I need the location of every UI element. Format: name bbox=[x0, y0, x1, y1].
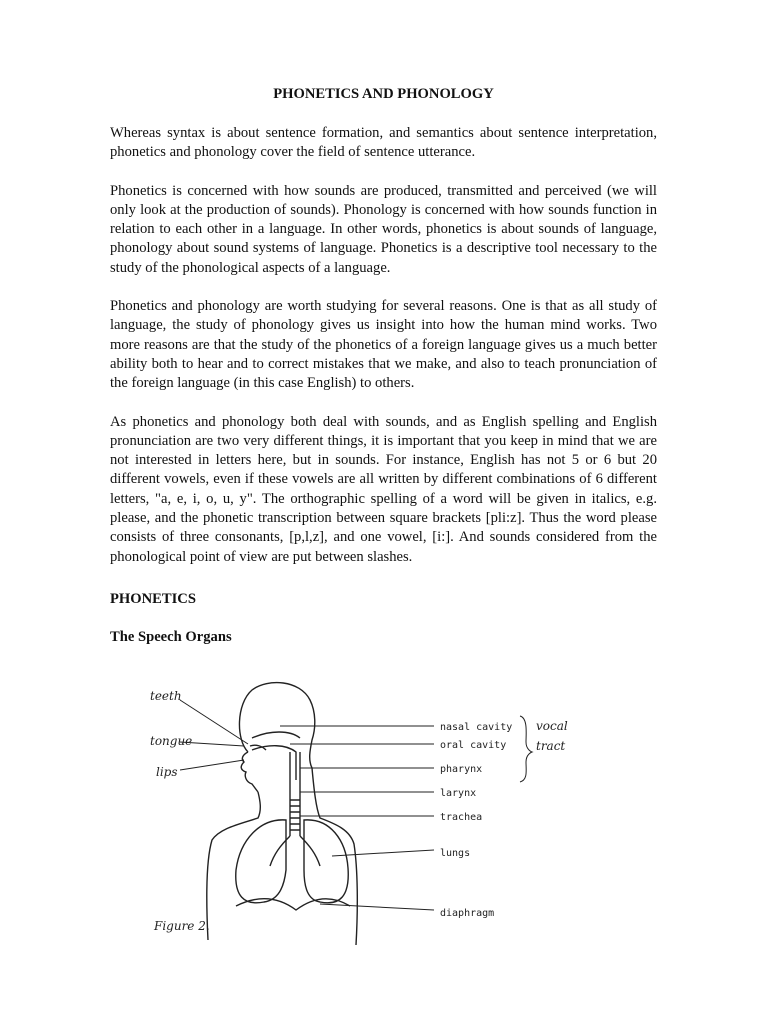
left-lung bbox=[236, 820, 286, 903]
label-trachea: trachea bbox=[440, 812, 483, 823]
label-tract: tract bbox=[536, 739, 566, 753]
label-lips: lips bbox=[156, 765, 178, 779]
trachea-rings bbox=[290, 800, 300, 830]
nasal-cavity-curve bbox=[252, 732, 300, 738]
lips-pointer bbox=[180, 760, 244, 770]
label-lungs: lungs bbox=[440, 848, 471, 859]
lungs-pointer bbox=[332, 850, 434, 856]
left-bronchus bbox=[270, 836, 290, 866]
label-oral-cavity: oral cavity bbox=[440, 740, 507, 751]
speech-organs-figure bbox=[140, 660, 580, 950]
document-title: PHONETICS AND PHONOLOGY bbox=[273, 86, 494, 102]
label-teeth: teeth bbox=[150, 689, 182, 703]
face-profile bbox=[241, 752, 258, 792]
speech-organs-diagram bbox=[140, 660, 580, 950]
left-shoulder bbox=[207, 792, 261, 940]
right-bronchus bbox=[300, 836, 320, 866]
subheading-speech-organs: The Speech Organs bbox=[110, 628, 232, 645]
label-diaphragm: diaphragm bbox=[440, 908, 495, 919]
diaphragm-pointer bbox=[320, 904, 434, 910]
paragraph-phonetics-definition: Phonetics is concerned with how sounds are produced, transmitted and perceived (we will only look at the production of sounds). Phonology is concerned with how sounds function in relation to each other in a language. In other words, phonetics is about sounds of language, phonology about sound systems of language. Phonetics is a descriptive tool necessary to the study of the phonological aspects of a language. bbox=[110, 182, 657, 276]
label-nasal-cavity: nasal cavity bbox=[440, 722, 513, 733]
document-page bbox=[110, 84, 657, 647]
vocal-tract-bracket bbox=[520, 716, 532, 782]
label-larynx: larynx bbox=[440, 788, 477, 799]
right-shoulder bbox=[312, 768, 357, 945]
label-tongue: tongue bbox=[150, 734, 193, 748]
paragraph-intro: Whereas syntax is about sentence formation, and semantics about sentence interpretation, phonetics and phonology cover the field of sentence utterance. bbox=[110, 125, 657, 161]
paragraph-reasons: Phonetics and phonology are worth studying for several reasons. One is that as all study of language, the study of phonology gives us insight into how the human mind works. Two more reasons are that the study of the phonetics of a foreign language gives us a much better ability both to hear and to correct mistakes that we make, and also to teach pronunciation of the foreign language (in this case English) to others. bbox=[110, 298, 657, 392]
label-pharynx: pharynx bbox=[440, 764, 483, 775]
body-outline bbox=[207, 683, 358, 945]
head-outline bbox=[239, 683, 314, 768]
right-lung bbox=[304, 820, 348, 903]
paragraph-sounds-vs-letters: As phonetics and phonology both deal with sounds, and as English spelling and English pronunciation are two very different things, it is important that you keep in mind that we are not interested in letters here, but in sounds. For instance, English has not 5 or 6 but 20 different vowels, even if these vowels are all written by different combinations of 6 different letters, "a, e, i, o, u, y". The orthographic spelling of a word will be given in italics, e.g. please, and the phonetic transcription between square brackets [pli:z]. Thus the word please consists of three consonants, [p,l,z], and one vowel, [i:]. And sounds considered from the phonological point of view are put between slashes. bbox=[110, 413, 657, 565]
section-heading-phonetics: PHONETICS bbox=[110, 590, 196, 607]
label-vocal: vocal bbox=[536, 719, 568, 733]
figure-caption: Figure 2. bbox=[154, 919, 210, 933]
